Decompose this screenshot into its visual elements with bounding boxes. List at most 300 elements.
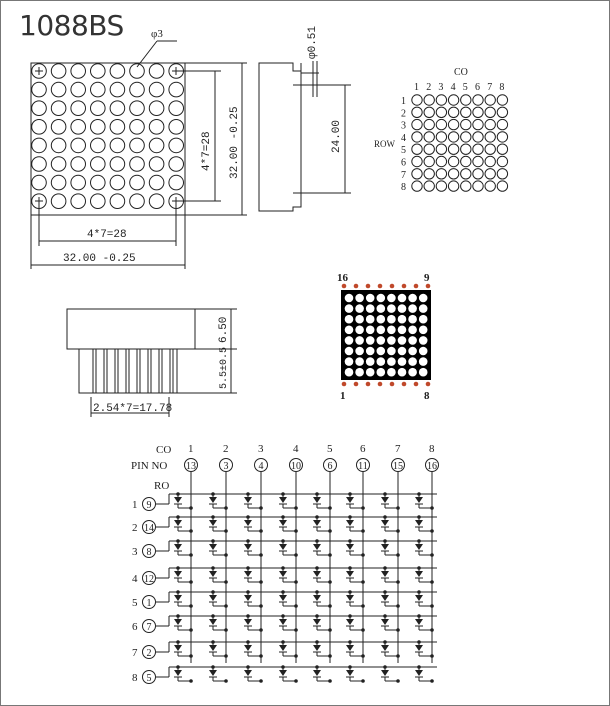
- top-led-dot: [419, 336, 428, 345]
- column-pin-number: 3: [223, 461, 229, 472]
- top-pin: [378, 284, 383, 289]
- front-led-dot: [130, 64, 145, 79]
- junction-dot: [328, 580, 332, 584]
- pin-view: [67, 309, 237, 417]
- junction-dot: [361, 529, 365, 533]
- led-diode: [415, 497, 423, 503]
- column-pin-number: 6: [327, 461, 333, 472]
- front-led-dot: [130, 82, 145, 97]
- matrix-led-dot: [424, 181, 434, 191]
- matrix-led-dot: [485, 132, 495, 142]
- led-diode: [279, 520, 287, 526]
- matrix-led-dot: [424, 95, 434, 105]
- matrix-led-dot: [485, 144, 495, 154]
- front-led-dot: [149, 157, 164, 172]
- junction-dot: [294, 553, 298, 557]
- led-diode: [346, 645, 354, 651]
- junction-dot: [361, 580, 365, 584]
- top-led-dot: [366, 357, 375, 366]
- front-led-dot: [51, 175, 66, 190]
- junction-dot: [189, 580, 193, 584]
- top-led-dot: [419, 368, 428, 377]
- junction-dot: [294, 628, 298, 632]
- led-diode: [209, 670, 217, 676]
- front-led-dot: [149, 120, 164, 135]
- matrix-led-dot: [424, 107, 434, 117]
- front-led-dot: [32, 157, 47, 172]
- pin-pitch-label: 2.54*7=17.78: [93, 403, 173, 415]
- matrix-led-dot: [473, 107, 483, 117]
- junction-dot: [430, 628, 434, 632]
- junction-dot: [328, 604, 332, 608]
- bottom-view-pin-row: [342, 382, 431, 387]
- schematic-column-number: 6: [360, 443, 366, 455]
- front-led-dot: [51, 82, 66, 97]
- front-led-dot: [169, 82, 184, 97]
- junction-dot: [396, 679, 400, 683]
- matrix-led-dot: [448, 107, 458, 117]
- part-number-title: 1088BS: [19, 9, 124, 42]
- top-led-dot: [377, 368, 386, 377]
- led-diode: [346, 497, 354, 503]
- top-led-dot: [345, 326, 354, 335]
- led-diode: [381, 571, 389, 577]
- top-led-dot: [355, 347, 364, 356]
- matrix-led-dot: [436, 119, 446, 129]
- led-diode: [313, 595, 321, 601]
- row-pin-number: 14: [144, 523, 154, 534]
- matrix-led-dot: [436, 169, 446, 179]
- matrix-led-dot: [485, 95, 495, 105]
- matrix-led-dot: [412, 132, 422, 142]
- front-view: [31, 41, 247, 269]
- pin-16-label: 16: [337, 272, 348, 284]
- junction-dot: [361, 604, 365, 608]
- junction-dot: [328, 679, 332, 683]
- led-diode: [381, 544, 389, 550]
- front-led-dot: [110, 157, 125, 172]
- top-led-dot: [345, 347, 354, 356]
- front-led-dot: [130, 120, 145, 135]
- top-pin: [402, 284, 407, 289]
- matrix-led-dot: [473, 144, 483, 154]
- led-diode: [209, 595, 217, 601]
- top-led-dot: [408, 315, 417, 324]
- junction-dot: [396, 553, 400, 557]
- led-diode: [244, 670, 252, 676]
- top-led-dot: [366, 294, 375, 303]
- matrix-led-dot: [497, 144, 507, 154]
- front-led-dot: [71, 101, 86, 116]
- matrix-led-dot: [485, 169, 495, 179]
- matrix-row-number: 1: [401, 96, 406, 107]
- junction-dot: [430, 529, 434, 533]
- led-diode: [415, 645, 423, 651]
- schematic-row-number: 2: [132, 522, 138, 534]
- junction-dot: [224, 604, 228, 608]
- front-led-dot: [169, 175, 184, 190]
- top-led-dot: [408, 304, 417, 313]
- pin-dim-top-label: 6.50: [218, 316, 230, 343]
- junction-dot: [361, 654, 365, 658]
- top-view: [337, 272, 431, 402]
- top-led-dot: [366, 368, 375, 377]
- junction-dot: [396, 628, 400, 632]
- matrix-row-label: ROW: [374, 139, 395, 149]
- front-led-dot: [71, 194, 86, 209]
- top-led-dot: [377, 315, 386, 324]
- junction-dot: [361, 679, 365, 683]
- top-led-dot: [377, 336, 386, 345]
- top-led-dot: [398, 368, 407, 377]
- junction-dot: [361, 553, 365, 557]
- junction-dot: [189, 628, 193, 632]
- led-diode: [209, 497, 217, 503]
- top-led-dot: [387, 347, 396, 356]
- front-led-dot: [169, 120, 184, 135]
- top-led-dot: [377, 304, 386, 313]
- column-pin-number: 13: [186, 461, 196, 472]
- junction-dot: [396, 580, 400, 584]
- junction-dot: [259, 604, 263, 608]
- junction-dot: [259, 506, 263, 510]
- led-diode: [279, 497, 287, 503]
- top-led-dot: [387, 368, 396, 377]
- junction-dot: [294, 604, 298, 608]
- junction-dot: [224, 679, 228, 683]
- top-led-dot: [408, 347, 417, 356]
- junction-dot: [259, 654, 263, 658]
- junction-dot: [224, 654, 228, 658]
- led-diode: [209, 520, 217, 526]
- matrix-row-number: 7: [401, 169, 406, 181]
- junction-dot: [361, 628, 365, 632]
- inner-height-label: 4*7=28: [201, 131, 213, 171]
- top-led-dot: [387, 336, 396, 345]
- matrix-column-number: 8: [499, 82, 505, 93]
- junction-dot: [189, 553, 193, 557]
- front-led-dot: [71, 82, 86, 97]
- matrix-led-dot: [436, 156, 446, 166]
- top-led-dot: [408, 357, 417, 366]
- pin-view-body: [67, 309, 195, 349]
- junction-dot: [259, 580, 263, 584]
- led-diode: [381, 670, 389, 676]
- matrix-led-dot: [424, 132, 434, 142]
- junction-dot: [430, 506, 434, 510]
- led-diode: [279, 670, 287, 676]
- schematic-row-headers: [132, 498, 156, 685]
- junction-dot: [328, 553, 332, 557]
- pin-1-label: 1: [340, 390, 346, 402]
- front-led-dot: [169, 101, 184, 116]
- schematic-column-number: 2: [223, 443, 229, 455]
- hole-diameter-label: φ3: [151, 28, 163, 40]
- matrix-row-number: 3: [401, 120, 406, 132]
- matrix-led-dot: [497, 156, 507, 166]
- top-led-dot: [387, 326, 396, 335]
- technical-drawing: [1, 1, 609, 705]
- matrix-row-number: 5: [401, 145, 406, 157]
- front-led-dot: [149, 175, 164, 190]
- led-diode: [244, 497, 252, 503]
- front-led-dot: [51, 138, 66, 153]
- top-pin: [366, 284, 371, 289]
- led-diode: [174, 595, 182, 601]
- front-led-dot: [149, 138, 164, 153]
- led-diode: [313, 571, 321, 577]
- front-view-dot-grid: [32, 64, 184, 209]
- top-led-dot: [345, 336, 354, 345]
- junction-dot: [259, 529, 263, 533]
- junction-dot: [294, 506, 298, 510]
- matrix-column-number: 1: [414, 82, 419, 93]
- front-led-dot: [130, 138, 145, 153]
- front-led-dot: [71, 175, 86, 190]
- front-led-dot: [149, 64, 164, 79]
- matrix-column-number: 3: [438, 82, 444, 93]
- bottom-pin: [390, 382, 395, 387]
- schematic-column-headers: [185, 443, 439, 472]
- schematic-column-number: 7: [395, 443, 401, 455]
- front-led-dot: [51, 157, 66, 172]
- led-diode: [209, 619, 217, 625]
- led-diode: [415, 571, 423, 577]
- matrix-led-dot: [448, 169, 458, 179]
- matrix-led-dot: [424, 169, 434, 179]
- top-led-dot: [408, 326, 417, 335]
- front-led-dot: [71, 138, 86, 153]
- junction-dot: [294, 654, 298, 658]
- junction-dot: [396, 604, 400, 608]
- junction-dot: [189, 529, 193, 533]
- matrix-column-numbers: [414, 82, 504, 93]
- led-diode: [279, 619, 287, 625]
- outer-height-label: 32.00 -0.25: [229, 106, 241, 179]
- bottom-pin: [354, 382, 359, 387]
- front-led-dot: [91, 194, 106, 209]
- junction-dot: [430, 553, 434, 557]
- matrix-row-number: 2: [401, 108, 406, 120]
- schematic-pin-no-label: PIN NO: [131, 460, 168, 472]
- junction-dot: [430, 580, 434, 584]
- row-pin-number: 8: [146, 547, 152, 558]
- led-diode: [244, 544, 252, 550]
- schematic-row-number: 4: [132, 573, 138, 585]
- led-diode: [174, 544, 182, 550]
- front-led-dot: [71, 120, 86, 135]
- top-led-dot: [387, 315, 396, 324]
- matrix-led-dot: [424, 156, 434, 166]
- junction-dot: [224, 628, 228, 632]
- top-led-dot: [387, 357, 396, 366]
- front-led-dot: [91, 157, 106, 172]
- top-led-dot: [387, 304, 396, 313]
- front-led-dot: [91, 175, 106, 190]
- matrix-led-dot: [485, 181, 495, 191]
- body-height-label: 24.00: [331, 119, 343, 153]
- column-pin-number: 4: [258, 461, 264, 472]
- front-led-dot: [91, 82, 106, 97]
- top-led-dot: [377, 294, 386, 303]
- matrix-led-dot: [461, 181, 471, 191]
- matrix-led-dot: [497, 181, 507, 191]
- top-led-dot: [355, 368, 364, 377]
- junction-dot: [294, 529, 298, 533]
- top-led-dot: [398, 347, 407, 356]
- front-led-dot: [51, 64, 66, 79]
- front-led-dot: [110, 194, 125, 209]
- front-led-dot: [91, 138, 106, 153]
- matrix-led-dot: [497, 119, 507, 129]
- led-diode: [313, 645, 321, 651]
- front-led-dot: [51, 194, 66, 209]
- led-diode: [381, 619, 389, 625]
- top-led-dot: [345, 294, 354, 303]
- front-led-dot: [110, 175, 125, 190]
- top-led-dot: [408, 294, 417, 303]
- matrix-led-dot: [436, 132, 446, 142]
- matrix-led-dot: [412, 144, 422, 154]
- junction-dot: [396, 506, 400, 510]
- matrix-column-number: 4: [450, 82, 456, 93]
- matrix-led-dot: [473, 119, 483, 129]
- schematic-co-label: CO: [156, 444, 172, 456]
- top-led-dot: [355, 336, 364, 345]
- matrix-row-number: 6: [401, 157, 406, 169]
- led-diode: [346, 670, 354, 676]
- row-pin-number: 5: [146, 673, 152, 684]
- schematic-row-number: 3: [132, 546, 138, 558]
- top-pin: [426, 284, 431, 289]
- top-led-dot: [408, 336, 417, 345]
- led-diode: [174, 645, 182, 651]
- matrix-led-dot: [461, 156, 471, 166]
- matrix-column-number: 5: [462, 82, 468, 93]
- bottom-pin: [414, 382, 419, 387]
- top-led-dot: [398, 315, 407, 324]
- matrix-led-dot: [461, 95, 471, 105]
- matrix-led-dot: [424, 119, 434, 129]
- led-diode: [415, 544, 423, 550]
- top-led-dot: [398, 304, 407, 313]
- matrix-led-dot: [448, 144, 458, 154]
- led-diode: [174, 571, 182, 577]
- led-diode: [174, 520, 182, 526]
- matrix-led-dot: [485, 107, 495, 117]
- front-led-dot: [91, 64, 106, 79]
- top-led-dot: [355, 357, 364, 366]
- top-led-dot: [366, 336, 375, 345]
- led-diode: [346, 595, 354, 601]
- matrix-led-dot: [412, 156, 422, 166]
- matrix-led-dot: [461, 107, 471, 117]
- schematic-column-number: 3: [258, 443, 264, 455]
- row-pin-number: 12: [144, 574, 154, 585]
- matrix-led-dot: [448, 181, 458, 191]
- front-led-dot: [169, 157, 184, 172]
- junction-dot: [224, 506, 228, 510]
- bottom-pin: [342, 382, 347, 387]
- front-led-dot: [71, 64, 86, 79]
- top-led-dot: [345, 304, 354, 313]
- bottom-pin: [366, 382, 371, 387]
- front-led-dot: [91, 101, 106, 116]
- junction-dot: [328, 529, 332, 533]
- top-view-body: [341, 290, 431, 380]
- led-diode: [346, 619, 354, 625]
- schematic-column-number: 5: [327, 443, 333, 455]
- led-diode: [244, 595, 252, 601]
- matrix-view: [374, 67, 508, 193]
- led-diode: [313, 520, 321, 526]
- pin-9-label: 9: [424, 272, 430, 284]
- inner-width-label: 4*7=28: [87, 229, 127, 241]
- led-diode: [279, 645, 287, 651]
- junction-dot: [224, 529, 228, 533]
- led-diode: [381, 645, 389, 651]
- row-pin-number: 7: [146, 622, 152, 633]
- led-diode: [346, 544, 354, 550]
- top-led-dot: [345, 357, 354, 366]
- matrix-led-dot: [461, 132, 471, 142]
- junction-dot: [294, 580, 298, 584]
- schematic-row-number: 8: [132, 672, 138, 684]
- led-diode: [174, 619, 182, 625]
- top-led-dot: [398, 357, 407, 366]
- led-diode: [209, 571, 217, 577]
- matrix-column-number: 7: [487, 82, 493, 93]
- front-led-dot: [110, 82, 125, 97]
- schematic-column-number: 1: [188, 443, 194, 455]
- led-diode: [279, 595, 287, 601]
- matrix-led-dot: [497, 95, 507, 105]
- front-led-dot: [110, 64, 125, 79]
- matrix-row-numbers: [401, 96, 406, 193]
- led-diode: [244, 645, 252, 651]
- matrix-led-dot: [424, 144, 434, 154]
- top-view-pin-row: [342, 284, 431, 289]
- front-led-dot: [32, 120, 47, 135]
- top-led-dot: [345, 315, 354, 324]
- front-led-dot: [110, 120, 125, 135]
- led-diode: [174, 670, 182, 676]
- front-led-dot: [32, 138, 47, 153]
- front-led-dot: [51, 101, 66, 116]
- junction-dot: [259, 628, 263, 632]
- front-led-dot: [130, 175, 145, 190]
- schematic-ro-label: RO: [154, 480, 170, 492]
- matrix-led-dot: [485, 156, 495, 166]
- led-diode: [313, 619, 321, 625]
- top-led-dot: [419, 315, 428, 324]
- front-led-dot: [110, 101, 125, 116]
- column-pin-number: 11: [358, 461, 368, 472]
- led-diode: [244, 619, 252, 625]
- top-led-dot: [377, 357, 386, 366]
- bottom-pin: [426, 382, 431, 387]
- top-pin: [414, 284, 419, 289]
- pin-8-label: 8: [424, 390, 430, 402]
- led-diode: [244, 571, 252, 577]
- matrix-led-dot: [436, 181, 446, 191]
- matrix-led-dot: [412, 95, 422, 105]
- matrix-led-dot: [436, 107, 446, 117]
- top-led-dot: [366, 315, 375, 324]
- top-led-dot: [355, 315, 364, 324]
- pin-view-pins: [93, 349, 173, 393]
- junction-dot: [259, 553, 263, 557]
